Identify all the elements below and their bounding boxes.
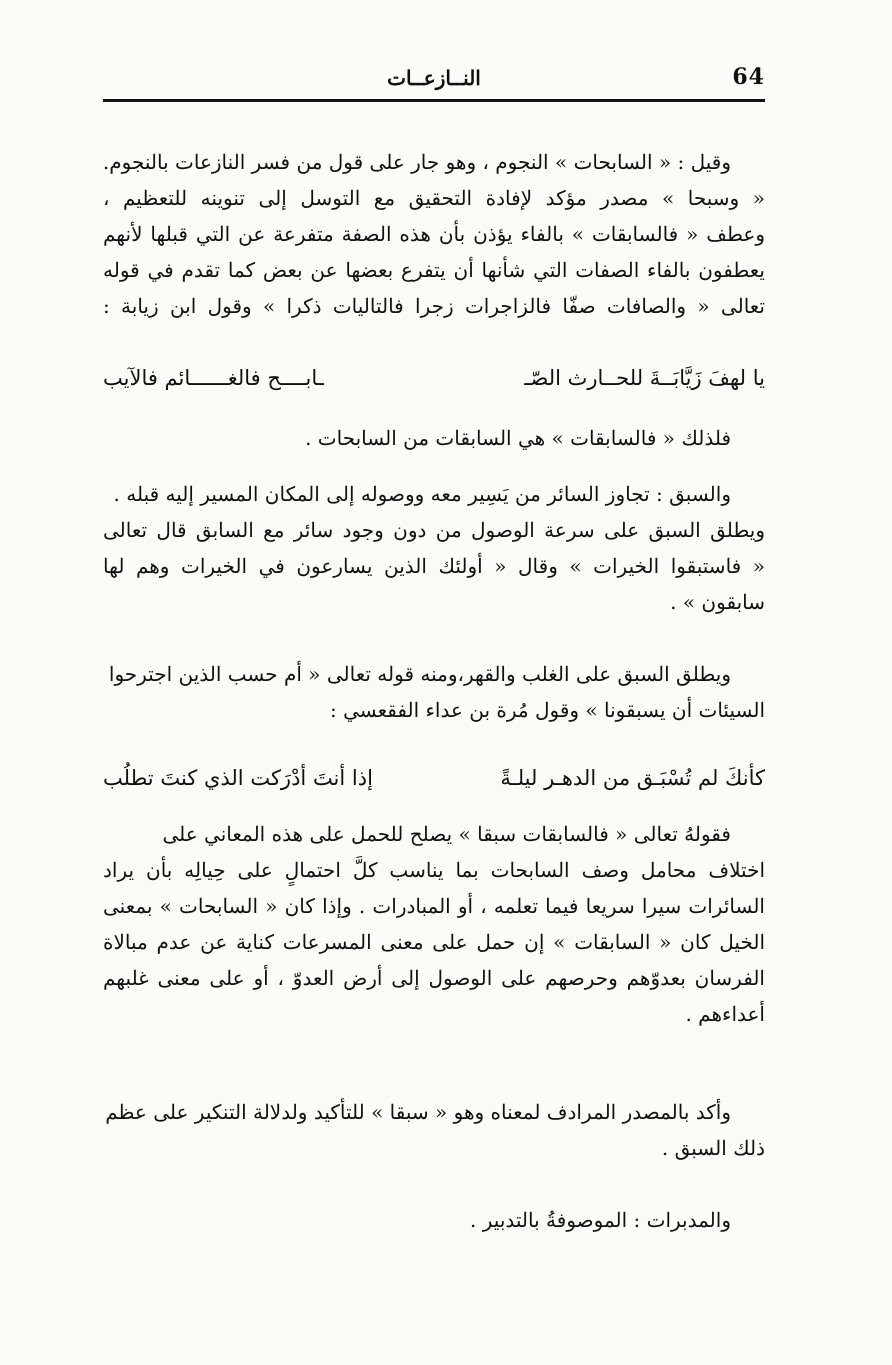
text-line: يعطفون بالفاء الصفات التي شأنها أن يتفرع بعضها عن بعض كما تقدم في قوله: [103, 258, 765, 282]
text-line: أعداءهم .: [685, 1002, 765, 1026]
paragraph-2: [103, 476, 765, 620]
verse-1: [103, 366, 765, 406]
text-line: السائرات سيرا سريعا فيما تعلمه ، أو المبادرات . وإذا كان « السابحات » بمعنى: [103, 894, 765, 918]
text-line: السيئات أن يسبقونا » وقول مُرة بن عداء الفقعسي :: [329, 698, 765, 722]
text-line: « فاستبقوا الخيرات » وقال « أولئك الذين يسارعون في الخيرات وهم لها: [103, 554, 765, 578]
text-line: وقيل : « السابحات » النجوم ، وهو جار على قول من فسر النازعات بالنجوم.: [103, 150, 731, 174]
verse-hemistich-right: يا لهفَ زَيَّابَــةَ للحــارث الصّـ: [524, 366, 765, 390]
paragraph-3: [103, 656, 765, 728]
text-line: تعالى « والصافات صفّا فالزاجرات زجرا فالتاليات ذكرا » وقول ابن زيابة :: [103, 294, 765, 318]
text-line: والسبق : تجاوز السائر من يَسِير معه ووصوله إلى المكان المسير إليه قبله .: [113, 482, 731, 506]
page-header: [103, 60, 765, 104]
text-line: اختلاف محامل وصف السابحات بما يناسب كلَّ احتمالٍ على حِيالِه بأن يراد: [103, 858, 765, 882]
text-line: والمدبرات : الموصوفةُ بالتدبير .: [470, 1208, 731, 1232]
text-line: « وسبحا » مصدر مؤكد لإفادة التحقيق مع التوسل إلى تنوينه للتعظيم ،: [103, 186, 765, 210]
paragraph-6: [103, 1202, 765, 1238]
verse-hemistich-left: ـابــــح فالغــــــائم فالآيب: [103, 366, 324, 390]
text-line: وأكد بالمصدر المرادف لمعناه وهو « سبقا » للتأكيد ولدلالة التنكير على عظم: [105, 1100, 731, 1124]
running-title: النــازعــات: [387, 66, 481, 90]
header-rule: [103, 99, 765, 102]
paragraph-4: [103, 816, 765, 1032]
paragraph-5: [103, 1094, 765, 1166]
text-line: الفرسان بعدوّهم وحرصهم على الوصول إلى أرض العدوّ ، أو على معنى غلبهم: [103, 966, 765, 990]
text-line: سابقون » .: [670, 590, 765, 614]
verse-hemistich-right: كأنكَ لم تُسْبَـق من الدهـر ليلـةً: [500, 766, 765, 790]
text-line: ويطلق السبق على سرعة الوصول من دون وجود سائر مع السابق قال تعالى: [103, 518, 765, 542]
paragraph-after-verse-1: [103, 420, 765, 456]
text-line: ذلك السبق .: [661, 1136, 765, 1160]
verse-2: [103, 766, 765, 806]
text-line: فلذلك « فالسابقات » هي السابقات من السابحات .: [305, 426, 731, 450]
page-number: 64: [732, 64, 765, 90]
paragraph-1: [103, 144, 765, 324]
verse-hemistich-left: إذا أنتَ أدْرَكت الذي كنتَ تطلُب: [103, 766, 373, 790]
text-line: الخيل كان « السابقات » إن حمل على معنى المسرعات كناية عن عدم مبالاة: [103, 930, 765, 954]
text-line: ويطلق السبق على الغلب والقهر،ومنه قوله تعالى « أم حسب الذين اجترحوا: [108, 662, 731, 686]
text-line: فقولهُ تعالى « فالسابقات سبقا » يصلح للحمل على هذه المعاني على: [162, 822, 731, 846]
text-line: وعطف « فالسابقات » بالفاء يؤذن بأن هذه الصفة متفرعة عن التي قبلها لأنهم: [103, 222, 765, 246]
